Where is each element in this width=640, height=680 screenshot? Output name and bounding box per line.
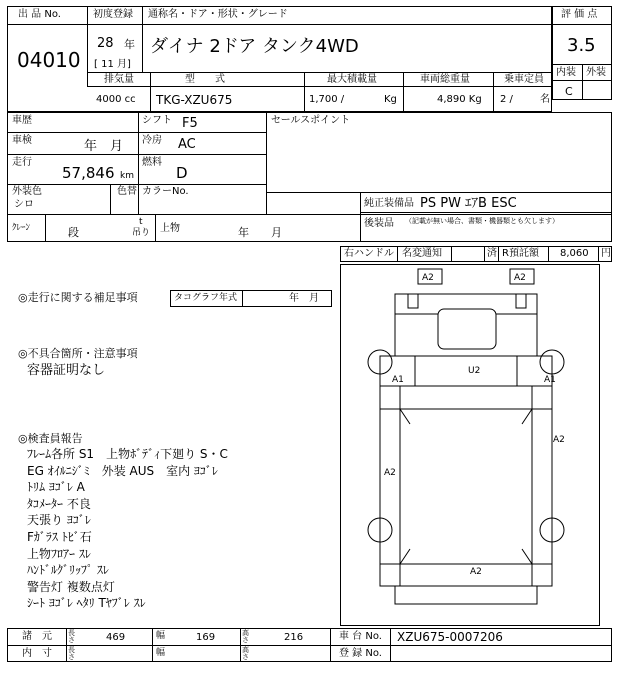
inspector-line: ﾄﾘﾑ ﾖｺﾞﾚ A bbox=[27, 480, 85, 495]
upper-label: 上物 bbox=[160, 223, 180, 234]
exterior-label: 外装 bbox=[586, 67, 606, 78]
score-label: 評 価 点 bbox=[561, 9, 598, 20]
tacho-value: 年 月 bbox=[289, 293, 319, 304]
width-value: 169 bbox=[196, 632, 216, 643]
history-label: 車歴 bbox=[12, 115, 32, 126]
truck-diagram bbox=[340, 264, 600, 626]
color-code-label: カラーNo. bbox=[142, 186, 189, 197]
damage-mark: A2 bbox=[422, 273, 434, 283]
capacity: 2 / bbox=[500, 94, 513, 105]
r-odometer-value: 8,060 bbox=[560, 248, 589, 259]
height-label: 高さ bbox=[242, 629, 249, 645]
shift-label: シフト bbox=[142, 115, 172, 126]
inspector-line: Fｶﾞﾗｽ ﾄﾋﾞ石 bbox=[27, 529, 92, 544]
sales-point-label: セールスポイント bbox=[271, 115, 351, 126]
chassis-label: 車 台 No. bbox=[339, 631, 382, 642]
inspector-label: ◎検査員報告 bbox=[18, 432, 83, 445]
outer-color-label: 外装色 bbox=[12, 186, 42, 197]
specs-label: 諸 元 bbox=[22, 631, 52, 642]
first-reg-year: 28 bbox=[97, 36, 114, 51]
shift-value: F5 bbox=[182, 116, 198, 131]
rear-bumper-outline bbox=[395, 586, 537, 604]
inspector-line: EG ｵｲﾙﾆｼﾞﾐ 外装 AUS 室内 ﾖｺﾞﾚ bbox=[27, 463, 218, 478]
max-load: 1,700 / bbox=[309, 94, 345, 105]
inspector-lines bbox=[27, 446, 228, 612]
car-name-label: 通称名・ドア・形状・グレード bbox=[148, 9, 288, 20]
steering: 右ハンドル bbox=[344, 248, 394, 259]
mileage-label: 走行 bbox=[12, 157, 32, 168]
windshield-outline bbox=[438, 309, 496, 349]
driving-notes-label: ◎走行に関する補足事項 bbox=[18, 291, 138, 304]
model-label: 型 式 bbox=[185, 74, 225, 85]
capacity-label: 乗車定員 bbox=[504, 74, 544, 85]
crane-label: ｸﾚｰﾝ bbox=[12, 223, 31, 233]
crane-stage: 段 bbox=[68, 226, 79, 239]
score-value: 3.5 bbox=[567, 35, 596, 56]
inspector-line: ﾀｺﾒｰﾀｰ 不良 bbox=[27, 496, 91, 511]
inspector-line: 警告灯 複数点灯 bbox=[27, 579, 115, 594]
gross-weight: 4,890 Kg bbox=[437, 94, 482, 105]
inspector-line: ｼｰﾄ ﾖｺﾞﾚ ﾍﾀﾘ Tﾔﾌﾞﾚ ｽﾚ bbox=[27, 596, 146, 611]
mileage-value: 57,846 bbox=[62, 164, 115, 182]
max-load-label: 最大積載量 bbox=[327, 74, 377, 85]
equipment-value: PS PW ｴｱB ESC bbox=[420, 196, 517, 211]
inspection-value: 年 月 bbox=[84, 139, 124, 154]
damage-mark: U2 bbox=[468, 366, 481, 376]
r-odometer-unit: 円 bbox=[601, 248, 611, 259]
model: TKG-XZU675 bbox=[156, 93, 233, 107]
inner-length-label: 長さ bbox=[68, 646, 75, 662]
fuel-value: D bbox=[176, 164, 188, 182]
damage-mark: A2 bbox=[470, 567, 482, 577]
registration-label: 登 録 No. bbox=[339, 648, 382, 659]
length-value: 469 bbox=[106, 632, 126, 643]
interior-label: 内装 bbox=[556, 67, 576, 78]
outer-color: シロ bbox=[14, 199, 34, 210]
r-odometer-label: R預託額 bbox=[502, 248, 539, 259]
damage-mark: A1 bbox=[544, 375, 556, 385]
capacity-unit: 名 bbox=[540, 94, 550, 105]
cab-body-outline bbox=[380, 356, 552, 386]
ac-value: AC bbox=[178, 137, 196, 152]
aftermarket-label: 後装品 bbox=[364, 218, 394, 229]
damage-mark: A2 bbox=[553, 435, 565, 445]
color-no-label: 色替 bbox=[117, 186, 137, 197]
inspector-line: 上物ﾌﾛｱｰ ｽﾚ bbox=[27, 546, 91, 561]
upper-value: 年 月 bbox=[238, 226, 282, 239]
chassis-value: XZU675-0007206 bbox=[397, 630, 503, 644]
odometer-change-label: 名変通知 bbox=[402, 248, 442, 259]
length-label: 長さ bbox=[68, 629, 75, 645]
damage-mark: A1 bbox=[392, 375, 404, 385]
gross-weight-label: 車両総重量 bbox=[420, 74, 470, 85]
inspector-line: 天張り ﾖｺﾞﾚ bbox=[27, 513, 91, 528]
car-name: ダイナ 2ドア タンク4WD bbox=[150, 36, 359, 57]
inner-label: 内 寸 bbox=[22, 648, 52, 659]
lot-no: 04010 bbox=[17, 48, 81, 72]
width-label: 幅 bbox=[156, 631, 166, 641]
displacement: 4000 cc bbox=[96, 94, 136, 105]
damage-mark: A2 bbox=[384, 468, 396, 478]
damage-mark: A2 bbox=[514, 273, 526, 283]
displacement-label: 排気量 bbox=[104, 74, 134, 85]
ac-label: 冷房 bbox=[142, 135, 162, 146]
defects-label: ◎不具合箇所・注意事項 bbox=[18, 347, 138, 360]
aftermarket-note: （記載が無い場合、書類・機器類とも欠します） bbox=[405, 217, 559, 225]
interior-grade: C bbox=[565, 85, 573, 98]
height-value: 216 bbox=[284, 632, 304, 643]
first-reg-label: 初度登録 bbox=[93, 9, 133, 20]
first-reg-month: [ 11 月] bbox=[94, 59, 131, 70]
inner-width-label: 幅 bbox=[156, 648, 166, 658]
mileage-unit: km bbox=[120, 171, 134, 181]
fuel-label: 燃料 bbox=[142, 157, 162, 168]
equipment-label: 純正装備品 bbox=[364, 198, 414, 209]
tacho-label: タコグラフ年式 bbox=[174, 293, 238, 303]
inspection-label: 車検 bbox=[12, 135, 32, 146]
lot-no-label: 出 品 No. bbox=[18, 9, 61, 20]
odometer-status: 済 bbox=[487, 248, 497, 259]
crane-lift: 吊り bbox=[132, 228, 151, 238]
defects-text: 容器証明なし bbox=[27, 363, 106, 378]
crane-ton: t bbox=[139, 217, 143, 227]
inspector-line: ﾊﾝﾄﾞﾙｸﾞﾘｯﾌﾟ ｽﾚ bbox=[27, 563, 109, 578]
inner-height-label: 高さ bbox=[242, 646, 249, 662]
inspector-line: ﾌﾚｰﾑ各所 S1 上物ﾎﾞﾃﾞｨ下廻り S・C bbox=[27, 447, 228, 461]
max-load-unit: Kg bbox=[384, 94, 397, 105]
first-reg-year-unit: 年 bbox=[124, 38, 135, 51]
